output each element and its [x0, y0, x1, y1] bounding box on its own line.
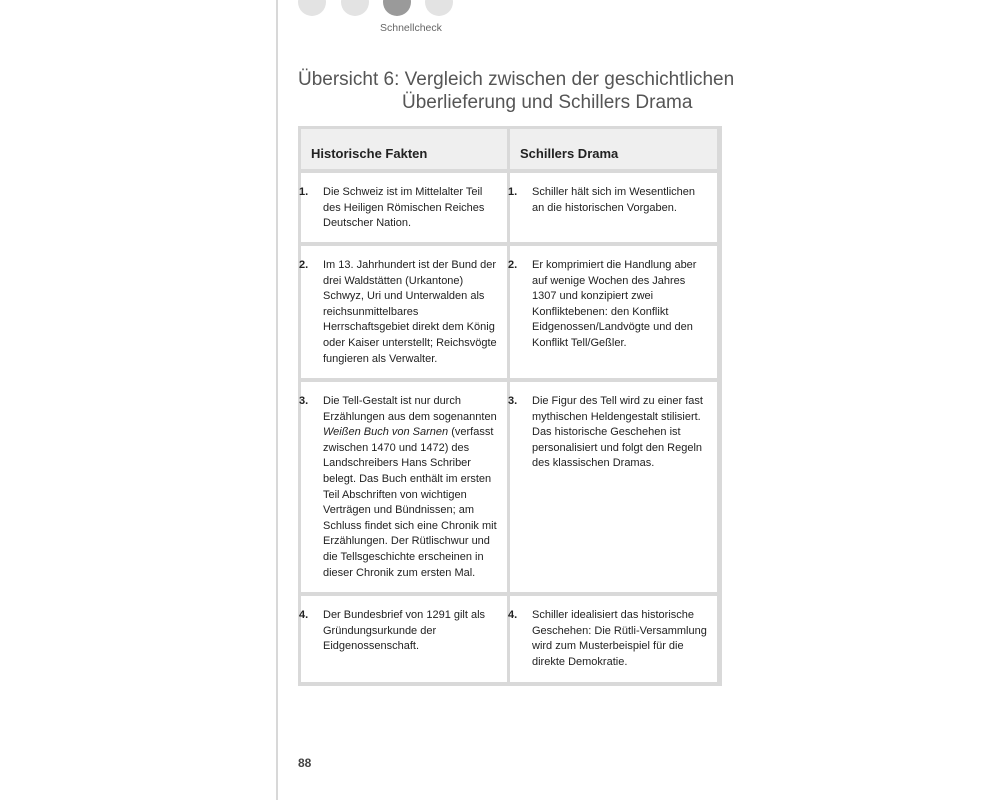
nav-dot-1[interactable]: [298, 0, 326, 16]
row-number: 3.: [299, 395, 309, 407]
table-row-3-left: [301, 382, 507, 592]
nav-dot-4[interactable]: [425, 0, 453, 16]
page-number: 88: [298, 756, 312, 770]
cell-text: Die Figur des Tell wird zu einer fast mythischen Heldengestalt stilisiert. Das historische Geschehen ist personalisiert und folgt den Regeln des klassischen Dramas.: [532, 395, 703, 470]
table-row-2-left: [301, 246, 507, 378]
cell-text: Der Bundesbrief von 1291 gilt als Gründungsurkunde der Eidgenossenschaft.: [323, 609, 486, 653]
row-number: 4.: [508, 609, 518, 621]
header-schillers-drama: Schillers Drama: [510, 129, 717, 169]
nav-dot-2[interactable]: [341, 0, 369, 16]
row-number: 2.: [508, 259, 518, 271]
table-row-4-right: [510, 596, 717, 682]
cell-text: Schiller idealisiert das historische Geschehen: Die Rütli-Versammlung wird zum Musterbeispiel für die direkte Demokratie.: [532, 609, 707, 668]
table-row-1-left: [301, 173, 507, 242]
cell-text: Die Schweiz ist im Mittelalter Teil des Heiligen Römischen Reiches Deutscher Nation.: [323, 186, 485, 230]
page-title: [298, 68, 738, 114]
nav-dot-schnellcheck[interactable]: [383, 0, 411, 16]
table-row-4-left: [301, 596, 507, 682]
table-row-1-right: [510, 173, 717, 242]
cell-text-post: (verfasst zwischen 1470 und 1472) des Landschreibers Hans Schriber belegt. Das Buch enthält im ersten Teil Abschriften von wichtigen Verträgen und Bündnissen; am Schluss findet sich eine Chronik mit Erzählungen. Der Rütlischwur und die Tellsgeschichte erscheinen in dieser Chronik zum ersten Mal.: [323, 426, 497, 579]
cell-text: Im 13. Jahrhundert ist der Bund der drei Waldstätten (Urkantone) Schwyz, Uri und Unterwalden als reichsunmittelbares Herrschaftsgebiet direkt dem König oder Kaiser unterstellt; Reichsvögte fungieren als Verwalter.: [323, 259, 497, 365]
row-number: 1.: [508, 186, 518, 198]
row-number: 1.: [299, 186, 309, 198]
row-number: 3.: [508, 395, 518, 407]
header-historische-fakten: Historische Fakten: [301, 129, 507, 169]
book-title: Weißen Buch von Sarnen: [323, 426, 449, 439]
page-edge: [276, 0, 278, 800]
comparison-table: [298, 126, 722, 686]
title-line-1: Übersicht 6: Vergleich zwischen der geschichtlichen: [298, 69, 735, 90]
title-line-2: Überlieferung und Schillers Drama: [402, 92, 693, 113]
cell-text: Schiller hält sich im Wesentlichen an die historischen Vorgaben.: [532, 186, 696, 214]
cell-text: Er komprimiert die Handlung aber auf wenige Wochen des Jahres 1307 und konzipiert zwei Konfliktebenen: den Konflikt Eidgenossen/Landvögte und den Konflikt Tell/Geßler.: [532, 259, 697, 349]
table-row-3-right: [510, 382, 717, 592]
table-row-2-right: [510, 246, 717, 378]
cell-text-pre: Die Tell-Gestalt ist nur durch Erzählungen aus dem sogenannten: [323, 395, 497, 423]
nav-active-label: Schnellcheck: [380, 22, 442, 34]
row-number: 4.: [299, 609, 309, 621]
row-number: 2.: [299, 259, 309, 271]
